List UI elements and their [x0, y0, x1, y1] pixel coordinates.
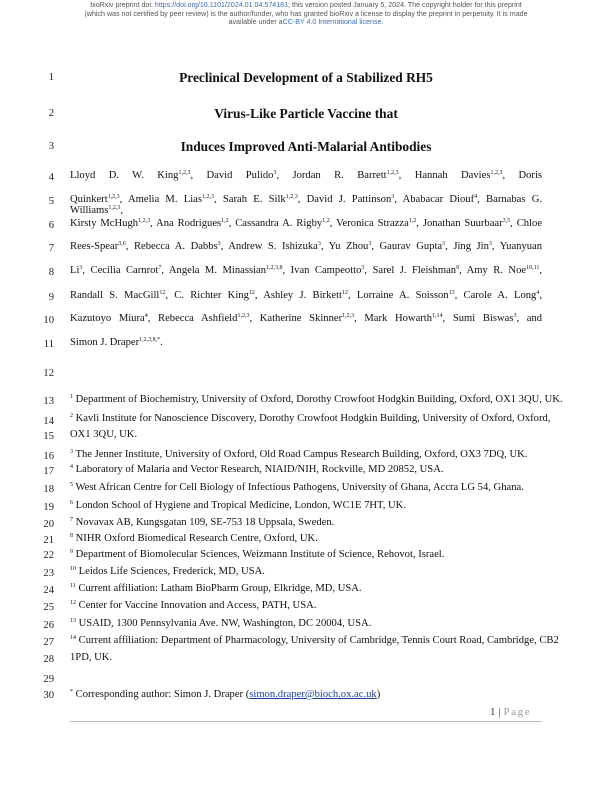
author-name: David J. Pattinson$^3$ [306, 194, 395, 205]
affiliation-marker: 4 [144, 313, 148, 319]
line-number: 1 [48, 72, 54, 83]
affiliation-marker: 1,2,3 [285, 194, 298, 200]
author-name: Amelia M. Lias$^{1,2,3}$ [128, 194, 214, 205]
line-number: 24 [43, 585, 54, 596]
author-name: Rebecca A. Dabbs$^3$ [133, 241, 221, 252]
affiliation-marker: 1,2 [408, 218, 417, 224]
affiliation-marker: 7 [158, 265, 162, 271]
author-name: Gaurav Gupta$^3$ [379, 241, 446, 252]
author-name: Sarel J. Fleishman$^9$ [372, 265, 460, 276]
author-name: Jonathan Suurbaar$^{3,5}$ [422, 218, 511, 229]
affiliation-marker: 10,11 [526, 265, 540, 271]
affiliation: $^{13}$ USAID, 1300 Pennsylvania Ave. NW, Washington, DC 20004, USA. [70, 618, 372, 629]
author-name: Li$^3$ [70, 265, 83, 276]
line-number: 13 [43, 396, 54, 407]
line-number: 9 [48, 292, 54, 303]
affiliation-marker: 1,2,3 [178, 170, 191, 176]
line-number: 18 [43, 484, 54, 495]
affiliation-marker: 9 [456, 265, 460, 271]
affiliation: $^4$ Laboratory of Malaria and Vector Research, NIAID/NIH, Rockville, MD 20852, USA. [70, 464, 444, 475]
author-name: Ababacar Diouf$^4$ [402, 194, 478, 205]
author-line: Randall S. MacGill$^{12}$, C. Richter King$^{12}$, Ashley J. Birkett$^{12}$, Lorraine A. Soisson$^{13}$, Carole A. Long$^4$, [70, 290, 543, 301]
author-name: Rees-Spear$^{3,6}$ [70, 241, 126, 252]
line-number: 23 [43, 568, 54, 579]
author-name: Veronica Strazza$^{1,2}$ [336, 218, 417, 229]
author-name: Doris [518, 170, 543, 181]
line-number: 14 [43, 416, 54, 427]
author-name: Yu Zhou$^3$ [328, 241, 372, 252]
affiliation: $^{10}$ Leidos Life Sciences, Frederick, MD, USA. [70, 566, 265, 577]
title-line-3: Induces Improved Anti-Malarial Antibodies [180, 139, 432, 154]
line-number: 27 [43, 637, 54, 648]
author-line: Kazutoyo Miura$^4$, Rebecca Ashfield$^{1,2,3}$, Katherine Skinner$^{1,2,3}$, Mark Howarth$^{1,14}$, Sumi Biswas$^3$, and [70, 313, 543, 324]
author-name: Amy R. Noe$^{10,11}$ [466, 265, 540, 276]
corresponding-email-link[interactable]: simon.draper@bioch.ox.ac.uk [249, 689, 377, 700]
affiliation-marker: 12 [248, 290, 255, 296]
affiliation-marker: 3,6 [118, 241, 126, 247]
affiliation-marker: 1,2 [322, 218, 330, 224]
author-name: Kirsty McHugh$^{1,2,3}$ [70, 218, 151, 229]
page-number: 1 [490, 706, 496, 718]
author-name: Randall S. MacGill$^{12}$ [70, 290, 166, 301]
affiliation: $^6$ London School of Hygiene and Tropical Medicine, London, WC1E 7HT, UK. [70, 500, 406, 511]
preprint-banner [0, 1, 612, 27]
affiliation: $^5$ West African Centre for Cell Biology of Infectious Pathogens, University of Ghana, Accra LG 54, Ghana. [70, 482, 524, 493]
line-number: 10 [43, 315, 54, 326]
affiliation-marker: 13 [448, 290, 455, 296]
author-line: Simon J. Draper$^{1,2,3,8,*}$. [70, 337, 163, 348]
title-line-2: Virus-Like Particle Vaccine that [214, 106, 398, 121]
line-number: 19 [43, 502, 54, 513]
affiliation-marker: 1,2,3 [386, 170, 399, 176]
author-line: Quinkert$^{1,2,3}$, Amelia M. Lias$^{1,2,3}$, Sarah E. Silk$^{1,2,3}$, David J. Pattinson$^3$, Ababacar Diouf$^4$, Barnabas G. Williams$^{1,2,3}$, [70, 194, 543, 216]
line-number: 8 [48, 267, 54, 278]
affiliation-marker: 1,2,3 [342, 313, 355, 319]
banner-line-2: (which was not certified by peer review) is the author/funder, who has granted bioRxiv a license to display the preprint in perpetuity. It is made [84, 9, 528, 18]
affiliation-marker: 1,2,3 [490, 170, 503, 176]
line-number: 21 [43, 535, 54, 546]
affiliation-marker: 3,5 [502, 218, 511, 224]
affiliation-marker: 3 [442, 241, 446, 247]
line-number: 28 [43, 654, 54, 665]
banner-line-3: available under aCC-BY 4.0 International license. [228, 18, 384, 27]
affiliation-marker: 3 [317, 241, 321, 247]
author-name: Jordan R. Barrett$^{1,2,3}$ [292, 170, 399, 181]
line-number: 30 [43, 690, 54, 701]
author-name: Ashley J. Birkett$^{12}$ [263, 290, 348, 301]
line-number: 20 [43, 519, 54, 530]
line-number: 12 [43, 368, 54, 379]
author-name: Cecilia Carnrot$^7$ [90, 265, 162, 276]
author-name: Kazutoyo Miura$^4$ [70, 313, 148, 324]
author-name: Ana Rodrigues$^{1,2}$ [156, 218, 229, 229]
author-name: Ivan Campeotto$^3$ [290, 265, 365, 276]
affiliation-continued: 1PD, UK. [70, 652, 113, 663]
line-number: 4 [48, 172, 54, 183]
author-name: Sumi Biswas$^3$ [452, 313, 517, 324]
affiliation-marker: 3 [79, 265, 83, 271]
affiliation-marker: 1,2,3 [107, 194, 120, 200]
line-number: 22 [43, 550, 54, 561]
author-name: Carole A. Long$^4$ [463, 290, 540, 301]
affiliation: $^7$ Novavax AB, Kungsgatan 109, SE-753 18 Uppsala, Sweden. [70, 517, 335, 528]
author-name: Andrew S. Ishizuka$^3$ [228, 241, 321, 252]
line-number: 7 [48, 243, 54, 254]
affiliation: $^9$ Department of Biomolecular Sciences, Weizmann Institute of Science, Rehovot, Israel. [70, 549, 445, 560]
line-number: 25 [43, 602, 54, 613]
author-name: Jing Jin$^3$ [453, 241, 492, 252]
affiliation: $^3$ The Jenner Institute, University of Oxford, Old Road Campus Research Building, Oxford, OX3 7DQ, UK. [70, 449, 528, 460]
affiliation: $^{12}$ Center for Vaccine Innovation and Access, PATH, USA. [70, 600, 317, 611]
author-name: Angela M. Minassian$^{1,2,3,8}$ [168, 265, 283, 276]
page-footer: 1 | Page [490, 706, 532, 718]
author-name: David Pulido$^3$ [206, 170, 277, 181]
affiliation-marker: 1,2 [221, 218, 229, 224]
affiliation-marker: 3 [391, 194, 395, 200]
line-number: 26 [43, 620, 54, 631]
line-number: 17 [43, 466, 54, 477]
author-name: Katherine Skinner$^{1,2,3}$ [259, 313, 355, 324]
author-name: Mark Howarth$^{1,14}$ [364, 313, 443, 324]
affiliation: $^8$ NIHR Oxford Biomedical Research Centre, Oxford, UK. [70, 533, 318, 544]
author-name: Rebecca Ashfield$^{1,2,3}$ [158, 313, 250, 324]
affiliation-marker: 3 [273, 170, 277, 176]
affiliation-marker: 12 [341, 290, 348, 296]
affiliation-marker: 3 [368, 241, 372, 247]
affiliation-marker: 1,2,3 [108, 205, 121, 211]
author-line: Kirsty McHugh$^{1,2,3}$, Ana Rodrigues$^{1,2}$, Cassandra A. Rigby$^{1,2}$, Veronica Strazza$^{1,2}$, Jonathan Suurbaar$^{3,5}$, Chloe [70, 218, 543, 229]
affiliation-continued: OX1 3QU, UK. [70, 429, 138, 440]
author-name: Yuanyuan [499, 241, 543, 252]
affiliation: $^1$ Department of Biochemistry, University of Oxford, Dorothy Crowfoot Hodgkin Building, Oxford, OX1 3QU, UK. [70, 394, 563, 405]
line-number: 29 [43, 674, 54, 685]
author-line: Rees-Spear$^{3,6}$, Rebecca A. Dabbs$^3$, Andrew S. Ishizuka$^3$, Yu Zhou$^3$, Gaurav Gupta$^3$, Jing Jin$^3$, Yuanyuan [70, 241, 543, 252]
line-number: 6 [48, 220, 54, 231]
author-name: Barnabas G. Williams$^{1,2,3}$ [70, 194, 543, 216]
author-name: Chloe [516, 218, 543, 229]
author-name: Sarah E. Silk$^{1,2,3}$ [222, 194, 298, 205]
author-name: Lloyd D. W. King$^{1,2,3}$ [70, 170, 191, 181]
line-number: 16 [43, 451, 54, 462]
line-number: 3 [48, 141, 54, 152]
license-link[interactable]: CC-BY 4.0 International license [282, 18, 382, 27]
author-name: C. Richter King$^{12}$ [174, 290, 255, 301]
affiliation: $^{14}$ Current affiliation: Department of Pharmacology, University of Cambridge, Tennis Court Road, Cambridge, CB2 [70, 635, 559, 646]
affiliation-marker: 1,2,3 [138, 218, 151, 224]
affiliation-marker: 3 [513, 313, 517, 319]
author-line: Li$^3$, Cecilia Carnrot$^7$, Angela M. Minassian$^{1,2,3,8}$, Ivan Campeotto$^3$, Sarel J. Fleishman$^9$, Amy R. Noe$^{10,11}$, [70, 265, 543, 276]
affiliation-marker: 3 [217, 241, 221, 247]
affiliation-marker: 3 [361, 265, 365, 271]
line-number: 5 [48, 196, 54, 207]
line-number: 15 [43, 431, 54, 442]
footer-rule [70, 721, 542, 722]
affiliation-marker: 1,2,3,8,* [139, 337, 161, 343]
line-number: 11 [43, 339, 54, 350]
author-line: Lloyd D. W. King$^{1,2,3}$, David Pulido$^3$, Jordan R. Barrett$^{1,2,3}$, Hannah Davies$^{1,2,3}$, Doris [70, 170, 543, 181]
page-label: Page [503, 706, 532, 718]
affiliation-marker: 4 [536, 290, 540, 296]
affiliation: $^2$ Kavli Institute for Nanoscience Discovery, Dorothy Crowfoot Hodgkin Building, University of Oxford, Oxford, [70, 413, 551, 424]
corresponding-author: * Corresponding author: Simon J. Draper (simon.draper@bioch.ox.ac.uk) [70, 689, 381, 700]
doi-link[interactable]: https://doi.org/10.1101/2024.01.04.574181 [154, 1, 289, 9]
author-name: Lorraine A. Soisson$^{13}$ [356, 290, 455, 301]
line-number: 2 [48, 108, 54, 119]
title-line-1: Preclinical Development of a Stabilized RH5 [179, 70, 433, 85]
affiliation-marker: 4 [474, 194, 478, 200]
author-name: Simon J. Draper$^{1,2,3,8,*}$ [70, 337, 161, 348]
affiliation: $^{11}$ Current affiliation: Latham BioPharm Group, Elkridge, MD, USA. [70, 583, 362, 594]
affiliation-marker: 1,2,3,8 [266, 265, 283, 271]
author-name: Cassandra A. Rigby$^{1,2}$ [235, 218, 330, 229]
affiliation-marker: 1,2,3 [202, 194, 214, 200]
affiliation-marker: 1,2,3 [237, 313, 250, 319]
author-name: Hannah Davies$^{1,2,3}$ [414, 170, 503, 181]
author-name: Quinkert$^{1,2,3}$ [70, 194, 120, 205]
affiliation-marker: 3 [488, 241, 492, 247]
banner-line-1: bioRxiv preprint doi: https://doi.org/10.1101/2024.01.04.574181; this version posted January 5, 2024. The copyright holder for this preprint [90, 1, 522, 9]
affiliation-marker: 1,14 [432, 313, 443, 319]
affiliation-marker: 12 [159, 290, 166, 296]
